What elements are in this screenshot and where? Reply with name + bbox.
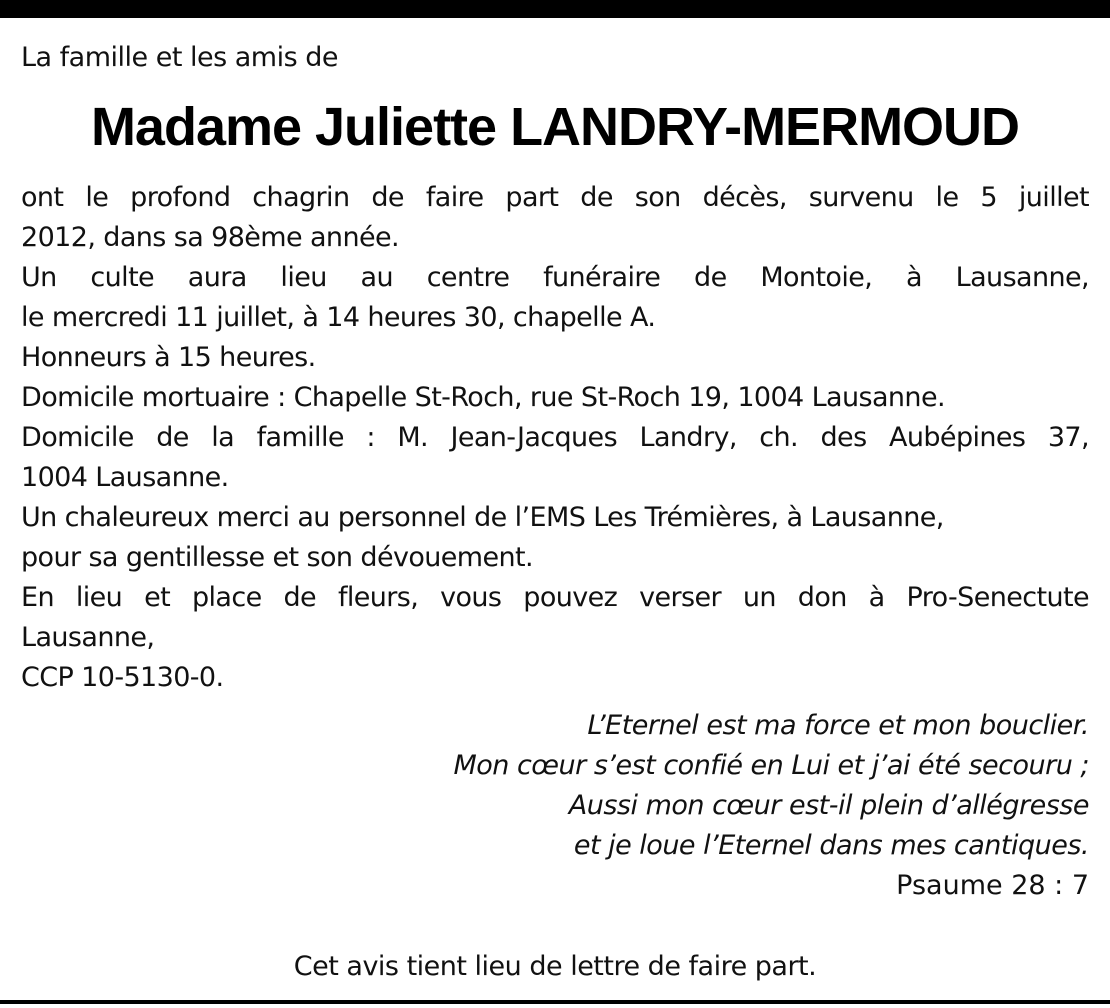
bottom-border-rule xyxy=(0,1000,1110,1004)
verse-line: Aussi mon cœur est-il plein d’allégresse xyxy=(568,790,1089,821)
body-line: Domicile de la famille : M. Jean-Jacques Landry, ch. des Aubépines 37, xyxy=(21,422,1089,453)
body-line: En lieu et place de fleurs, vous pouvez verser un don à Pro-Senectute xyxy=(21,582,1089,613)
obituary-notice xyxy=(21,38,1089,906)
bible-verse xyxy=(21,706,1089,906)
closing-note: Cet avis tient lieu de lettre de faire part. xyxy=(293,951,817,982)
body-line: Un chaleureux merci au personnel de l’EMS Les Trémières, à Lausanne, xyxy=(21,502,944,533)
body-line: le mercredi 11 juillet, à 14 heures 30, chapelle A. xyxy=(21,302,656,333)
top-border-bar xyxy=(0,0,1110,18)
body-line: 2012, dans sa 98ème année. xyxy=(21,222,399,253)
verse-line: Mon cœur s’est confié en Lui et j’ai été secouru ; xyxy=(453,750,1089,781)
body-line: Honneurs à 15 heures. xyxy=(21,342,316,373)
verse-reference: Psaume 28 : 7 xyxy=(896,870,1089,901)
body-line: ont le profond chagrin de faire part de son décès, survenu le 5 juillet xyxy=(21,182,1089,213)
body-line: Domicile mortuaire : Chapelle St-Roch, rue St-Roch 19, 1004 Lausanne. xyxy=(21,382,945,413)
notice-body xyxy=(21,178,1089,698)
body-line: CCP 10-5130-0. xyxy=(21,662,224,693)
deceased-name: Madame Juliette LANDRY-MERMOUD xyxy=(90,97,1020,157)
verse-line: et je loue l’Eternel dans mes cantiques. xyxy=(573,830,1089,861)
body-line: Un culte aura lieu au centre funéraire de Montoie, à Lausanne, xyxy=(21,262,1089,293)
body-line: pour sa gentillesse et son dévouement. xyxy=(21,542,533,573)
body-line: 1004 Lausanne. xyxy=(21,462,229,493)
verse-line: L’Eternel est ma force et mon bouclier. xyxy=(587,710,1089,741)
body-line: Lausanne, xyxy=(21,622,155,653)
intro-text: La famille et les amis de xyxy=(21,42,339,73)
